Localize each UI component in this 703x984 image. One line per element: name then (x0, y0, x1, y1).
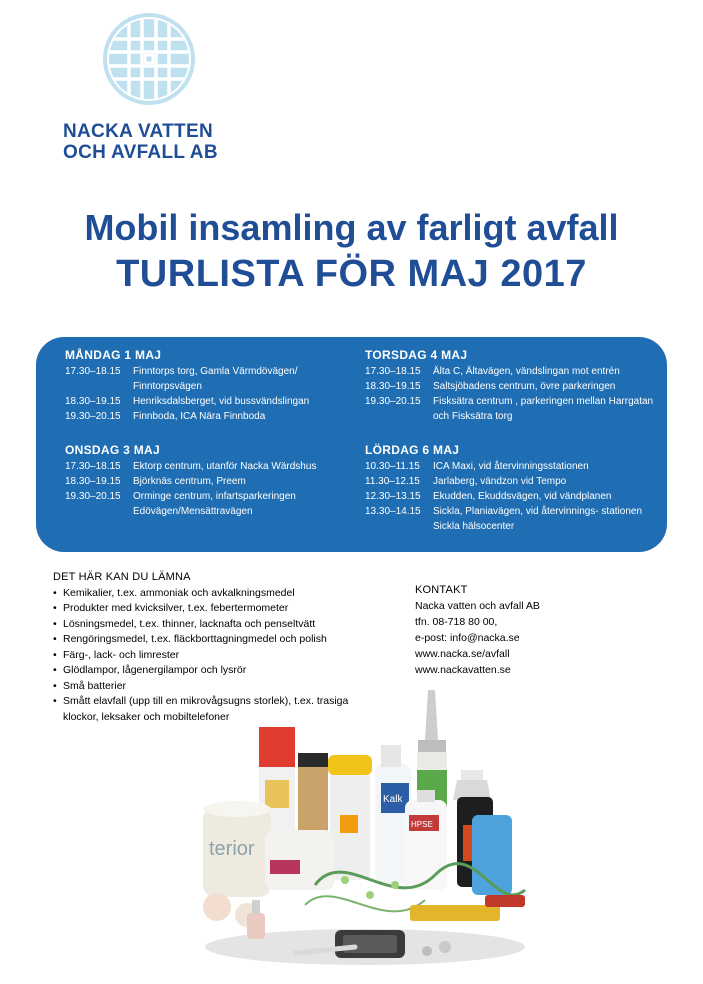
list-item: • Kemikalier, t.ex. ammoniak och avkalkningsmedel (53, 586, 373, 602)
day-title: LÖRDAG 6 MAJ (365, 443, 460, 457)
small-bottle-label: HPSE (411, 820, 433, 829)
list-item: • Lösningsmedel, t.ex. thinner, lacknafta och penseltvätt (53, 617, 373, 633)
schedule-slot (65, 394, 355, 409)
contact-link-avfall[interactable]: www.nacka.se/avfall (415, 648, 510, 660)
day-title: MÅNDAG 1 MAJ (65, 348, 162, 362)
day-thursday (365, 348, 655, 424)
slot-place: Henriksdalsberget, vid bussvändslingan (133, 396, 310, 407)
nacka-logo-icon (103, 13, 195, 105)
contact-phone: tfn. 08-718 80 00, (415, 616, 498, 628)
schedule-slot (365, 459, 655, 474)
schedule-slot (365, 489, 655, 504)
schedule-slot (65, 474, 355, 489)
slot-time: 17.30–18.15 (365, 366, 421, 377)
slot-place: Sickla, Planiavägen, vid återvinnings- stationen Sickla hälsocenter (433, 506, 643, 532)
slot-time: 17.30–18.15 (65, 461, 121, 472)
schedule-slot (65, 364, 355, 394)
schedule-panel (36, 337, 667, 552)
company-line-2: OCH AVFALL AB (63, 142, 218, 163)
list-item: • Små batterier (53, 679, 373, 695)
schedule-slot (65, 459, 355, 474)
accepted-items-title: DET HÄR KAN DU LÄMNA (53, 571, 191, 583)
schedule-slot (365, 379, 655, 394)
slot-time: 18.30–19.15 (365, 381, 421, 392)
schedule-slot (365, 394, 655, 424)
slot-place: Björknäs centrum, Preem (133, 476, 246, 487)
slot-place: ICA Maxi, vid återvinningsstationen (433, 461, 589, 472)
slot-place: Älta C, Ältavägen, vändslingan mot entrén (433, 366, 620, 377)
slot-place: Finnboda, ICA Nära Finnboda (133, 411, 266, 422)
slot-place: Ektorp centrum, utanför Nacka Wärdshus (133, 461, 317, 472)
schedule-slot (65, 489, 355, 519)
list-item: • Smått elavfall (upp till en mikrovågsugns storlek), t.ex. trasiga klockor, leksaker och mobiltelefoner (53, 694, 373, 725)
company-name (63, 121, 218, 163)
slot-place: Saltsjöbadens centrum, övre parkeringen (433, 381, 616, 392)
schedule-slot (365, 504, 655, 534)
day-title: TORSDAG 4 MAJ (365, 348, 468, 362)
list-item: • Rengöringsmedel, t.ex. fläckborttagningmedel och polish (53, 632, 373, 648)
contact-email[interactable]: e-post: info@nacka.se (415, 632, 520, 644)
bottle-label: Kalk (383, 794, 403, 805)
day-saturday (365, 443, 655, 534)
contact-section (415, 582, 540, 678)
slot-time: 19.30–20.15 (65, 411, 121, 422)
slot-place: Orminge centrum, infartsparkeringen Edövägen/Mensättravägen (133, 491, 296, 517)
slot-time: 11.30–12.15 (365, 476, 420, 487)
company-line-1: NACKA VATTEN (63, 121, 213, 142)
slot-place: Finntorps torg, Gamla Värmdövägen/ Finntorpsvägen (133, 366, 298, 392)
slot-time: 12.30–13.15 (365, 491, 421, 502)
day-monday (65, 348, 355, 424)
contact-link-nackavatten[interactable]: www.nackavatten.se (415, 664, 511, 676)
list-item: • Glödlampor, lågenergilampor och lysrör (53, 663, 373, 679)
slot-place: Jarlaberg, vändzon vid Tempo (433, 476, 567, 487)
list-item: • Produkter med kvicksilver, t.ex. febertermometer (53, 601, 373, 617)
slot-place: Fisksätra centrum , parkeringen mellan Harrgatan och Fisksätra torg (433, 396, 654, 422)
slot-time: 18.30–19.15 (65, 476, 121, 487)
page-subtitle: TURLISTA FÖR MAJ 2017 (116, 253, 587, 295)
jar-label: terior (209, 838, 255, 860)
slot-time: 13.30–14.15 (365, 506, 421, 517)
page-title: Mobil insamling av farligt avfall (84, 207, 619, 248)
schedule-slot (65, 409, 355, 424)
contact-title: KONTAKT (415, 584, 468, 596)
schedule-slot (365, 364, 655, 379)
day-title: ONSDAG 3 MAJ (65, 443, 160, 457)
slot-time: 19.30–20.15 (65, 491, 121, 502)
schedule-slot (365, 474, 655, 489)
slot-time: 17.30–18.15 (65, 366, 121, 377)
hazardous-waste-products-icon (195, 685, 535, 975)
slot-place: Ekudden, Ekuddsvägen, vid vändplanen (433, 491, 612, 502)
day-wednesday (65, 443, 355, 519)
list-item: • Färg-, lack- och limrester (53, 648, 373, 664)
slot-time: 19.30–20.15 (365, 396, 421, 407)
slot-time: 10.30–11.15 (365, 461, 420, 472)
contact-company: Nacka vatten och avfall AB (415, 600, 540, 612)
slot-time: 18.30–19.15 (65, 396, 121, 407)
